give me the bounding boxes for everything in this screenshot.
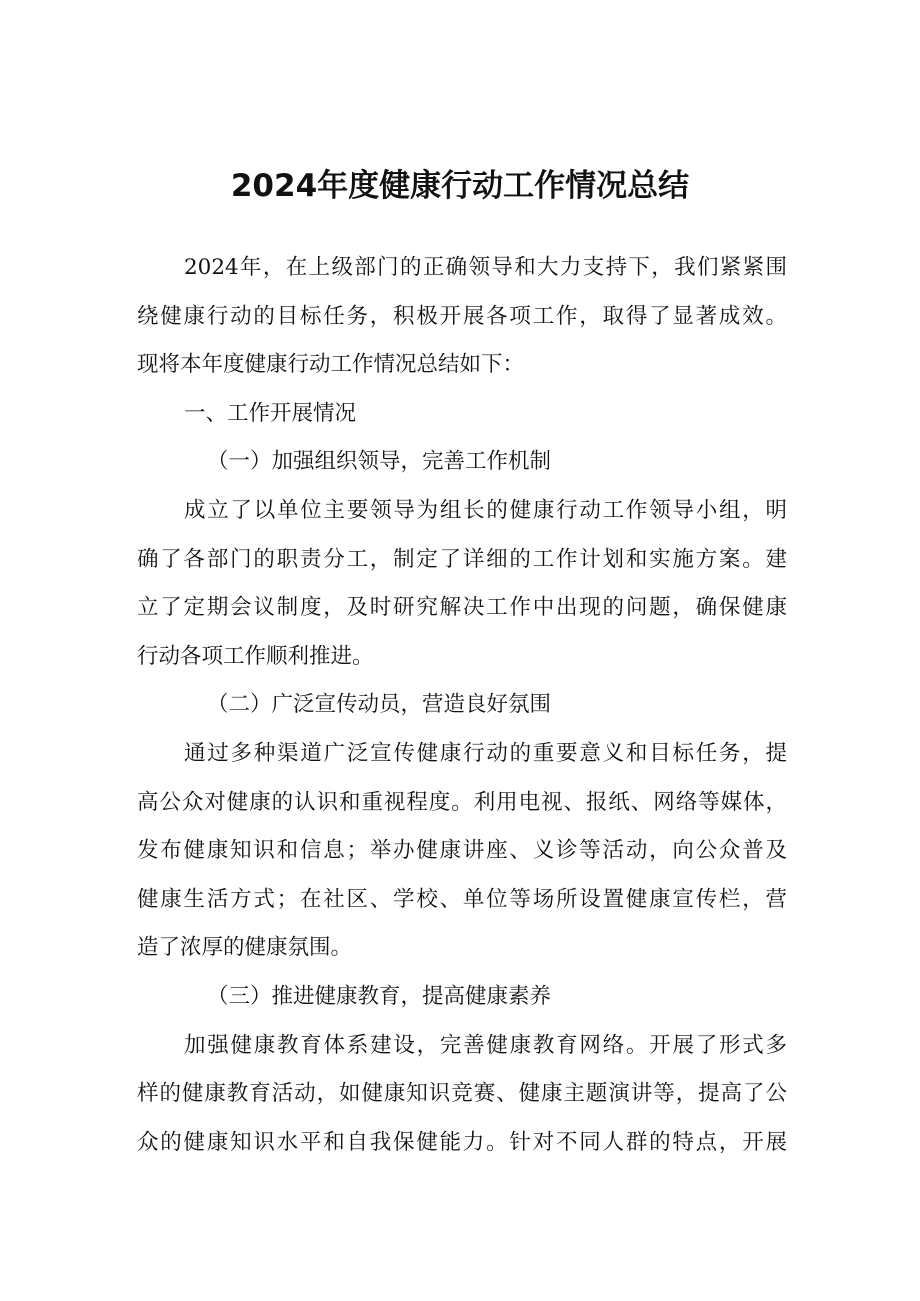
paragraph-line: 发布健康知识和信息；举办健康讲座、义诊等活动，向公众普及	[137, 838, 787, 864]
paragraph-line: 样的健康教育活动，如健康知识竞赛、健康主题演讲等，提高了公	[137, 1081, 787, 1107]
document-title: 2024年度健康行动工作情况总结	[230, 168, 690, 204]
paragraph-line: 高公众对健康的认识和重视程度。利用电视、报纸、网络等媒体，	[137, 789, 787, 815]
paragraph-line: 加强健康教育体系建设，完善健康教育网络。开展了形式多	[184, 1032, 787, 1058]
paragraph-line: 行动各项工作顺利推进。	[137, 643, 374, 669]
paragraph-line: 众的健康知识水平和自我保健能力。针对不同人群的特点，开展	[137, 1129, 787, 1155]
paragraph-line: 成立了以单位主要领导为组长的健康行动工作领导小组，明	[184, 497, 787, 523]
paragraph-line: 立了定期会议制度，及时研究解决工作中出现的问题，确保健康	[137, 595, 787, 621]
document-body	[137, 244, 787, 1167]
subsection-heading: （三）推进健康教育，提高健康素养	[207, 983, 552, 1009]
section-heading: 一、工作开展情况	[184, 400, 357, 426]
paragraph-line: 造了浓厚的健康氛围。	[137, 935, 353, 961]
subsection-heading: （一）加强组织领导，完善工作机制	[207, 449, 552, 475]
subsection-heading: （二）广泛宣传动员，营造良好氛围	[207, 692, 552, 718]
paragraph-line: 2024年，在上级部门的正确领导和大力支持下，我们紧紧围	[184, 255, 787, 280]
paragraph-line: 绕健康行动的目标任务，积极开展各项工作，取得了显著成效。	[137, 303, 787, 329]
paragraph-line: 通过多种渠道广泛宣传健康行动的重要意义和目标任务，提	[184, 740, 787, 766]
paragraph-line: 健康生活方式；在社区、学校、单位等场所设置健康宣传栏，营	[137, 886, 787, 912]
paragraph-line: 确了各部门的职责分工，制定了详细的工作计划和实施方案。建	[137, 546, 787, 572]
paragraph-line: 现将本年度健康行动工作情况总结如下：	[137, 352, 525, 378]
